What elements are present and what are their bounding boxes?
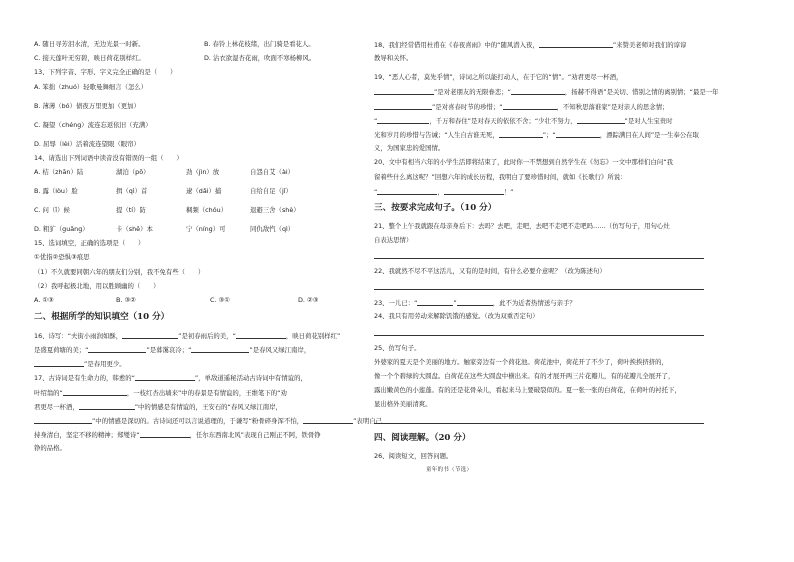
q20-text-2: ，	[437, 187, 444, 196]
q17-blank-4[interactable]	[34, 416, 92, 424]
q23-blank-1[interactable]	[417, 298, 453, 306]
q17-line-1	[34, 373, 364, 382]
q14-c-4: 退避三舍（shè）	[250, 205, 300, 214]
q16-line-2	[34, 345, 364, 354]
q19-text-4: ”是对喜春时节的珍惜；“	[432, 102, 503, 111]
q12-option-a[interactable]: A. 随日寻芳泪水清，无边光景一时新。	[34, 40, 145, 48]
q15-options	[34, 296, 364, 305]
q19-blank-3[interactable]	[374, 102, 432, 110]
q17-blank-3[interactable]	[79, 402, 135, 410]
q19-text-9: 光和岁月的珍惜与告诫；“人生自古谁无死，	[374, 130, 499, 139]
q19-blank-2[interactable]	[511, 87, 565, 95]
q24-text: 24、我只有用劳动来解除饥饿的感觉。（改为双重否定句）	[374, 312, 539, 321]
q17-line-6: 铮的品格。	[34, 444, 66, 453]
q17-text-3: 叶绍翁的“	[34, 388, 63, 397]
q16-line-1	[34, 331, 364, 340]
q12-option-b[interactable]: B. 春铃上林花枝绪，出门骑是看花人。	[204, 40, 315, 48]
q16-blank-5[interactable]	[34, 359, 84, 367]
q17-line-5	[34, 430, 364, 439]
q23-text-1: 23、一儿已：“	[374, 299, 418, 308]
q20-line-1: 20、文中有相当六年的小学生活即将结束了，此时你一不禁想到自然学生在《勿忘》一文中那样们白问“我	[374, 158, 674, 167]
q24-answer-line[interactable]	[374, 327, 704, 336]
q23-text-3: ，此不为近者热情送与亲手？	[492, 299, 576, 308]
q19-blank-1[interactable]	[374, 87, 434, 95]
q14-c-1: C. 问（ǐ）候	[34, 205, 70, 214]
q14-option-b[interactable]	[34, 187, 364, 196]
q19-blank-5[interactable]	[377, 116, 429, 124]
q21-answer-line[interactable]	[374, 250, 704, 259]
q16-blank-4[interactable]	[191, 345, 249, 353]
q14-option-a[interactable]	[34, 168, 364, 177]
q19-text-5: ，不知秋思落谁家”是对亲人的思念情；	[556, 102, 669, 111]
q17-blank-2[interactable]	[63, 388, 127, 396]
q14-b-2: 揖（qì）首	[116, 186, 148, 195]
q14-option-c[interactable]	[34, 206, 364, 215]
section-3-heading: 三、按要求完成句子。（10 分）	[374, 202, 497, 213]
q18-blank[interactable]	[539, 40, 613, 48]
q15-words: ①优指②恐惧③痕思	[34, 253, 90, 262]
q19-text-10: ”；“	[542, 130, 556, 139]
q17-text-1: 17、古诗词是有生命力的，韩愈的“	[34, 374, 135, 383]
q17-line-4	[34, 416, 382, 425]
q20-line-2: 留着些什么离这呢？”回想六年的成长历程，我明白了要珍惜时间，就如《长歌行》所说：	[374, 172, 627, 181]
passage-title: 童年的书（节选）	[426, 466, 473, 473]
q25-para-4: 显出格外美丽清爽。	[374, 400, 432, 409]
q13-option-c[interactable]: C. 凝望（chéng）流连忘返依旧（充满）	[34, 120, 152, 129]
q19-text-8: ”是对人生宝贵时	[624, 116, 673, 125]
q14-d-4: 同仇敌忾（qì）	[250, 224, 295, 233]
q12-option-c[interactable]: C. 接天莲叶无穷碧，映日荷花别样红。	[34, 54, 145, 63]
q20-blank-2[interactable]	[444, 187, 504, 195]
q15-option-d[interactable]: D. ②③	[298, 295, 319, 304]
q19-text-11: ，漂踪满目在人间”是一生奉公在取	[599, 130, 699, 139]
section-4-heading: 四、阅读理解。（20 分）	[374, 432, 471, 443]
q19-blank-8[interactable]	[556, 130, 600, 138]
q14-b-1: B. 露（lòu）脸	[34, 186, 78, 195]
q25-para-1: 外婆家的夏天是个美丽的地方。触家旁边有一个荷花池。荷花池中，荷花开了不少了，荷叶挨挨挤挤的，	[374, 357, 668, 366]
q19-line-1: 19、“恶人心者，莫先乎情”，诗词之所以能打动人，在于它的“情”。“劝君更尽一杯酒，	[374, 73, 623, 82]
q26-text: 26、阅读短文，回答问题。	[374, 451, 453, 460]
q13-option-b[interactable]: B. 薄薄（bó）债夜万里更加（更加）	[34, 101, 140, 110]
q14-stem: 14、请选出下列词语中读音没有错误的一组（ ）	[34, 153, 183, 162]
q19-line-2	[374, 87, 719, 97]
q15-sentence-2: （2）我呼起极北地，用以胜顾幽的（ ）	[34, 281, 160, 290]
q17-line-2	[34, 388, 364, 397]
q18-text-1: 18、我们经常借用杜甫在《春夜喜雨》中的“随风潜入夜，	[374, 41, 539, 49]
q14-a-4: 自怨自艾（ài）	[250, 167, 295, 176]
q17-text-10: ，任尔东西南北风”表现自己刚正不阿，铁骨铮	[189, 431, 321, 440]
q19-blank-4[interactable]	[503, 102, 557, 110]
q18-text-2: ”来赞美老师对我们的谆谆	[612, 41, 687, 49]
q13-option-d[interactable]: D. 屈辱（lèi）活着流连望眼（眼帘）	[34, 139, 140, 148]
q16-text-5: ”是暮霭哀冷；“	[146, 346, 192, 355]
q17-text-5: 君更尽一杯酒，	[34, 402, 79, 411]
q20-text-1: “	[374, 187, 378, 196]
q16-text-7: ”是春用更少。	[84, 360, 126, 369]
q13-stem: 13、下列字音、字形、字义完全正确的是（ ）	[34, 68, 177, 77]
q15-option-b[interactable]: B. ③②	[116, 295, 136, 304]
q16-blank-1[interactable]	[122, 331, 178, 339]
q12-options-row-2	[34, 54, 364, 63]
q14-a-3: 劲（jìn）放	[186, 167, 220, 176]
q17-text-9: 持身清白，坚定不移的精神；郑燮诗“	[34, 431, 140, 440]
q17-blank-5[interactable]	[303, 416, 353, 424]
q19-blank-7[interactable]	[499, 130, 543, 138]
q16-text-4: 是盛夏荷塘的美；“	[34, 346, 89, 355]
q14-d-2: 卡（shě）本	[116, 224, 153, 233]
q25-answer-line[interactable]	[374, 415, 704, 424]
q12-options-row-1	[34, 40, 364, 49]
q19-blank-6[interactable]	[577, 116, 625, 124]
q14-d-1: D. 粗犷（guǎng）	[34, 224, 89, 233]
q19-text-2: ”是对老朋友的无限眷恋；“	[434, 88, 511, 97]
q14-b-4: 自给自足（jǐ）	[250, 186, 292, 195]
q17-text-7: ”中的情感是深切的。古诗词还可以言说道理的，于谦写“粉骨碎身浑不怕，	[92, 417, 304, 425]
q14-b-3: 逮（dǎi）捕	[186, 186, 222, 195]
q15-option-c[interactable]: C. ③①	[210, 295, 230, 304]
q16-text-6: ”是春风又绿江南岸，	[249, 346, 311, 355]
q16-blank-3[interactable]	[88, 345, 146, 353]
q25-para-3: 露出嫩黄色的小莲蓬。有的还是花骨朵儿，看起来马上要破裂似的。夏一张一张的白荷花，在荷叶的衬托下，	[374, 386, 681, 395]
q23-blank-2[interactable]	[457, 298, 493, 306]
q14-c-2: 提（tí）防	[116, 205, 146, 214]
q19-line-4	[374, 116, 704, 125]
q16-blank-2[interactable]	[236, 331, 286, 339]
q17-text-4: ，一枝红杏出墙来”中的春景是有情谊的，王维笔下的“劝	[126, 388, 287, 397]
q25-para-2: 像一个个碧绿的大圆盘。白荷花在这些大圆盘中横出来。有的才展开两三片花瓣儿，有的花瓣儿全展开了，	[374, 372, 675, 380]
right-column	[374, 40, 719, 480]
q14-c-3: 稠频（chóu）	[186, 205, 228, 214]
q19-line-3	[374, 102, 704, 111]
q14-d-3: 宁（níng）可	[186, 224, 226, 233]
left-column	[34, 40, 382, 459]
q20-blank-1[interactable]	[377, 187, 437, 195]
q17-line-3	[34, 402, 364, 411]
q19-text-3: ，扬赫不得语”是关切、惜别之情的离别情；“最是一年	[564, 88, 719, 97]
q16-line-3	[34, 359, 364, 368]
q17-text-2: ”，单敌道遥秘活动古诗词中有情谊的，	[194, 374, 307, 383]
section-2-heading: 二、根据所学的知识填空（10 分）	[34, 311, 170, 322]
q18-line-2: 教导和关怀。	[374, 54, 413, 63]
q19-text-7: ，千万和春住”是对春天的依依不舍；“少壮不努力，	[429, 116, 577, 125]
q16-text-1: 16、诗写：“夫街小雨润如酥，	[34, 331, 123, 340]
q14-a-1: A. 桔（zhān）陆	[34, 167, 84, 176]
q21-line-2: 自表达思情）	[374, 235, 413, 244]
q13-option-a[interactable]: A. 笨拙（zhuó）轻歌曼舞细言（怎么）	[34, 82, 148, 91]
q19-text-6: “	[374, 116, 378, 125]
q23-line	[374, 298, 704, 307]
q17-text-8: ”表明自己	[353, 417, 382, 425]
q19-line-5	[374, 130, 704, 139]
q17-blank-1[interactable]	[135, 373, 195, 381]
q20-text-3: ！”	[503, 187, 514, 196]
q20-line-3	[374, 187, 704, 196]
q15-stem: 15、选词填空，正确的选项是（ ）	[34, 239, 145, 248]
q16-text-3: ，映日荷花别样红”	[285, 331, 341, 340]
q22-answer-line[interactable]	[374, 281, 704, 290]
q16-text-2: ”是初春雨后的美，“	[178, 331, 236, 340]
q17-blank-6[interactable]	[140, 430, 190, 438]
q15-sentence-1: （1）不久就要同朝六年的朋友们分别，我不免有些（ ）	[34, 267, 205, 276]
q14-option-d[interactable]	[34, 225, 364, 234]
q22-text: 22、我就然不尽不平这活儿，又有的是时间，有什么必要介意呢？（改为陈述句）	[374, 267, 606, 276]
q12-option-d[interactable]: D. 沾衣欲湿杏花雨，吹面不寒杨柳风。	[204, 54, 316, 63]
q15-option-a[interactable]: A. ①③	[34, 295, 54, 304]
q21-line-1: 21、整个上午我就跟在母亲身后下：去吗？去吧，走吧，去吧不走吧不走吧吗……（仿写句子，用句心灶	[374, 221, 670, 230]
q23-text-2: ”	[453, 299, 457, 308]
q19-line-6: 义，为国家忠的爱国情。	[374, 144, 445, 153]
q18-line-1	[374, 40, 704, 49]
q14-a-2: 湖泊（pō）	[116, 167, 150, 176]
q25-stem: 25、仿写句子。	[374, 343, 421, 352]
q17-text-6: ”中的情感是有情谊的，王安石的“春风又绿江南岸，	[134, 402, 282, 411]
